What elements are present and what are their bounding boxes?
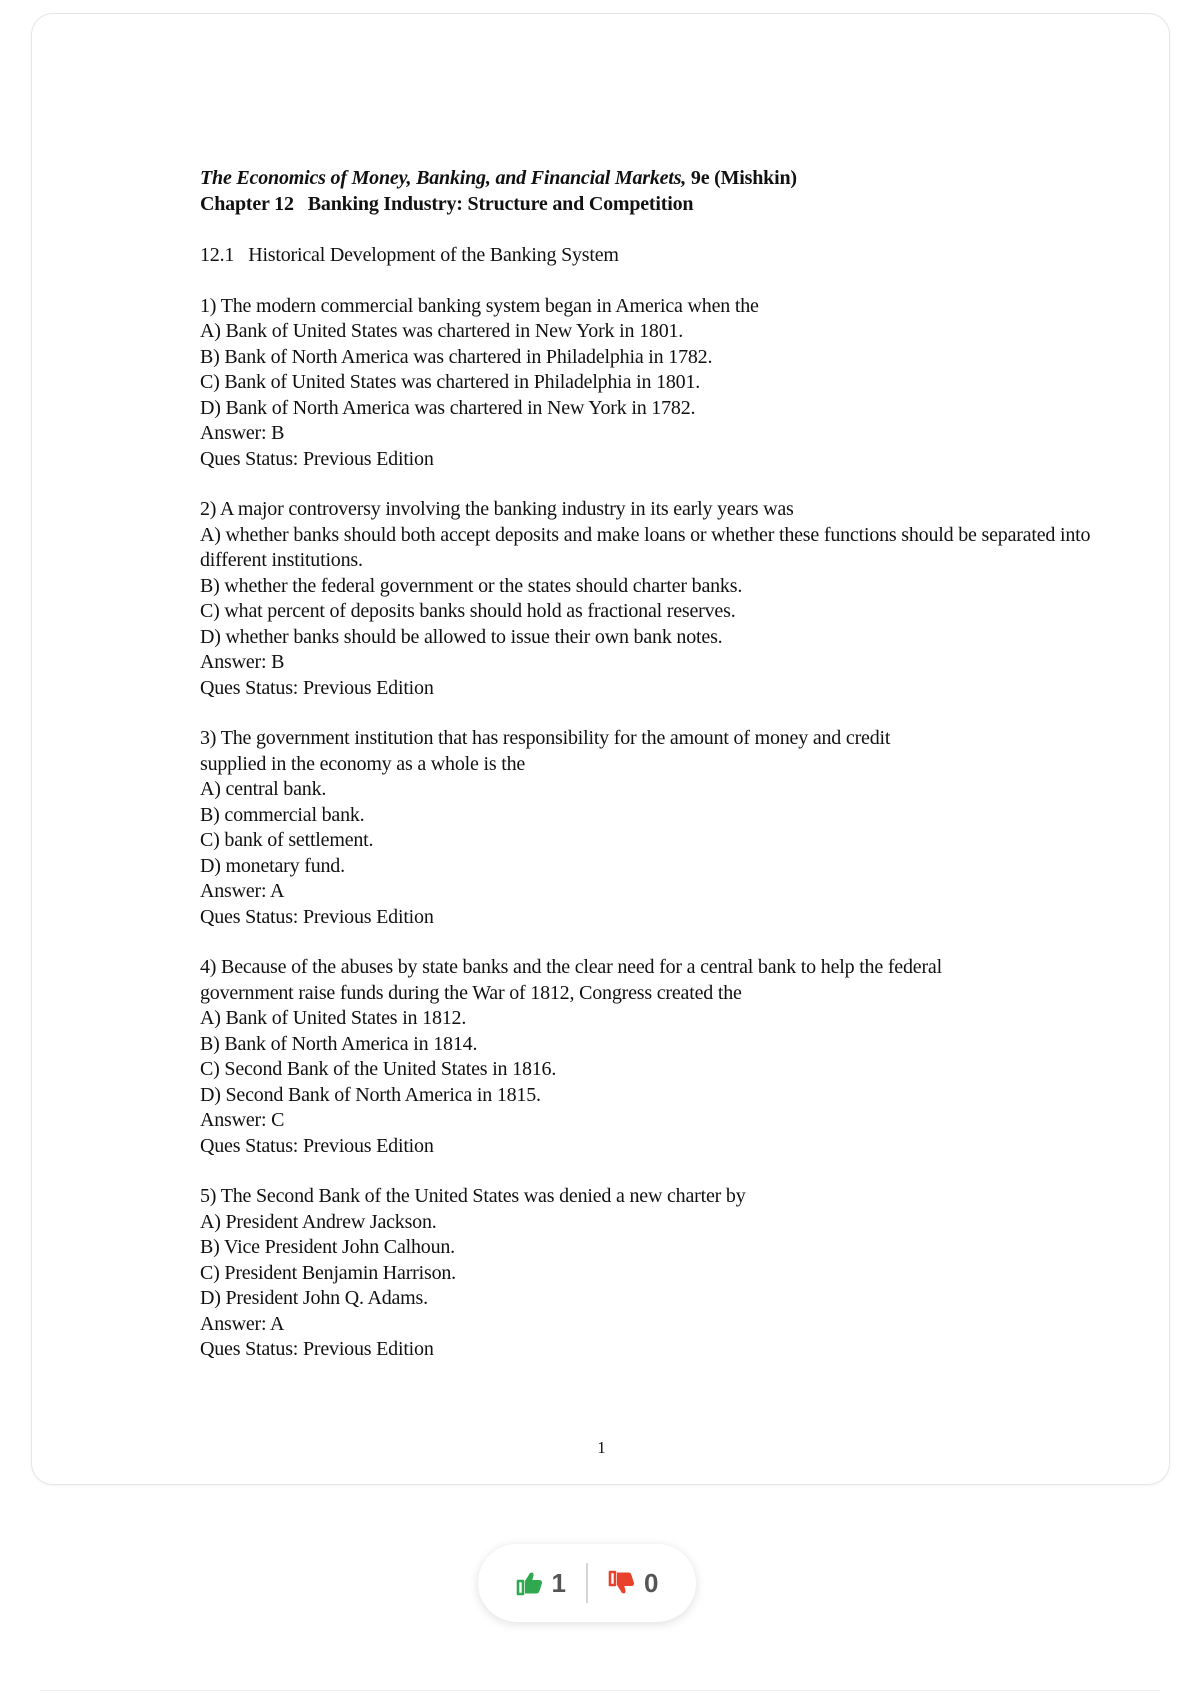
vote-divider	[586, 1563, 588, 1603]
option-b: B) whether the federal government or the states should charter banks.	[200, 574, 743, 597]
footer-divider	[40, 1690, 1160, 1691]
question-5	[200, 1184, 1100, 1363]
option-c: C) President Benjamin Harrison.	[200, 1261, 456, 1284]
page-number: 1	[597, 1438, 606, 1457]
question-3	[200, 726, 1100, 930]
option-a: A) central bank.	[200, 778, 327, 800]
question-stem: 3) The government institution that has responsibility for the amount of money and credit	[200, 727, 891, 749]
question-status: Ques Status: Previous Edition	[200, 1338, 434, 1360]
question-stem: 4) Because of the abuses by state banks and the clear need for a central bank to help the federal	[200, 956, 942, 978]
option-c: C) Second Bank of the United States in 1816.	[200, 1058, 557, 1080]
thumbs-down-icon	[608, 1570, 636, 1596]
option-b: B) Vice President John Calhoun.	[200, 1236, 455, 1258]
option-b: B) commercial bank.	[200, 803, 365, 826]
document-page	[31, 13, 1170, 1485]
section-title: Historical Development of the Banking System	[248, 244, 619, 266]
upvote-button[interactable]	[516, 1568, 566, 1599]
option-b: B) Bank of North America was chartered in Philadelphia in 1782.	[200, 345, 713, 368]
downvote-button[interactable]	[608, 1568, 658, 1599]
option-d: D) Bank of North America was chartered in New York in 1782.	[200, 396, 696, 419]
chapter-title: Banking Industry: Structure and Competition	[307, 192, 694, 215]
question-status: Ques Status: Previous Edition	[200, 447, 434, 470]
question-status: Ques Status: Previous Edition	[200, 676, 434, 699]
question-stem: 1) The modern commercial banking system began in America when the	[200, 294, 759, 317]
upvote-count: 1	[551, 1567, 566, 1598]
question-stem-continued: supplied in the economy as a whole is the	[200, 752, 526, 775]
question-2	[200, 497, 1100, 701]
option-a: A) President Andrew Jackson.	[200, 1210, 437, 1233]
option-d: D) Second Bank of North America in 1815.	[200, 1083, 541, 1106]
chapter-number: Chapter 12	[200, 192, 294, 215]
option-d: D) whether banks should be allowed to issue their own bank notes.	[200, 625, 723, 648]
question-stem: 2) A major controversy involving the banking industry in its early years was	[200, 498, 794, 520]
question-4	[200, 955, 1100, 1159]
document-body	[200, 166, 1100, 1363]
answer: Answer: A	[200, 1312, 285, 1335]
question-1	[200, 294, 1100, 473]
answer: Answer: B	[200, 422, 285, 444]
answer: Answer: B	[200, 651, 285, 673]
vote-widget	[478, 1544, 696, 1622]
option-c: C) bank of settlement.	[200, 829, 374, 851]
book-title-line	[200, 166, 1100, 192]
section-number: 12.1	[200, 244, 235, 266]
question-status: Ques Status: Previous Edition	[200, 905, 434, 928]
answer: Answer: A	[200, 880, 285, 902]
option-c: C) Bank of United States was chartered in Philadelphia in 1801.	[200, 371, 701, 393]
section-heading	[200, 243, 1100, 269]
option-d: D) President John Q. Adams.	[200, 1287, 428, 1309]
option-b: B) Bank of North America in 1814.	[200, 1032, 478, 1055]
option-c: C) what percent of deposits banks should hold as fractional reserves.	[200, 600, 736, 622]
answer: Answer: C	[200, 1109, 285, 1131]
question-status: Ques Status: Previous Edition	[200, 1134, 434, 1157]
book-edition: 9e (Mishkin)	[686, 167, 797, 189]
question-stem: 5) The Second Bank of the United States was denied a new charter by	[200, 1185, 746, 1207]
downvote-count: 0	[644, 1567, 659, 1598]
question-stem-continued: government raise funds during the War of 1812, Congress created the	[200, 981, 742, 1004]
option-a: A) whether banks should both accept deposits and make loans or whether these functions should be separated into different institutions.	[200, 523, 1091, 571]
thumbs-up-icon	[516, 1570, 544, 1596]
book-title: The Economics of Money, Banking, and Financial Markets,	[200, 167, 687, 189]
chapter-heading	[200, 192, 1100, 218]
option-a: A) Bank of United States was chartered in New York in 1801.	[200, 320, 684, 342]
option-a: A) Bank of United States in 1812.	[200, 1007, 467, 1029]
option-d: D) monetary fund.	[200, 854, 345, 877]
